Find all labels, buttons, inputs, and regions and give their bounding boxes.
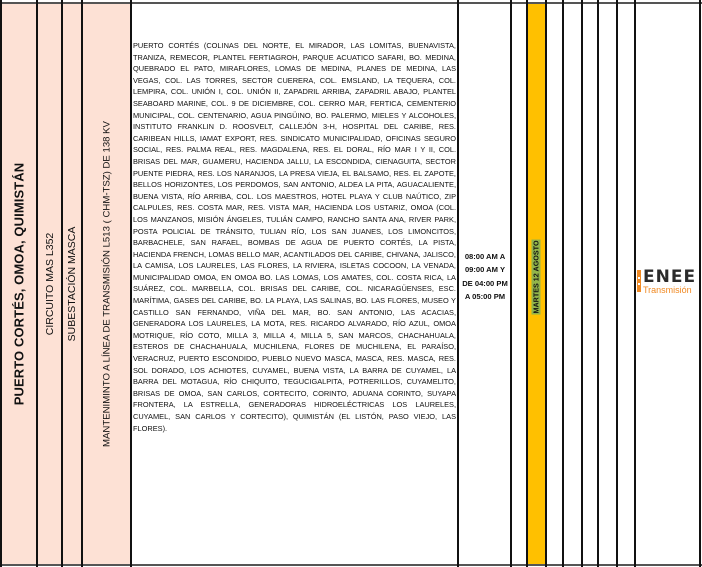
affected-areas-text: PUERTO CORTÉS (COLINAS DEL NORTE, EL MIRADOR, LAS LOMITAS, BUENAVISTA, TRANIZA, REMECOR, PLANTEL FERTIAGROH, PARQUE ACUATICO SAFARI, BO. MEDINA, QUEBRADO EL PATO, MIRAFLORES, LOMAS DE MEDINA, PLANES DE MEDINA, LAS VEGAS, COL. LAS TORRES, SECTOR CUERERA, COL. EMSLAND, LA TEQUERA, COL. LEMPIRA, COL. UNIÓN I, COL. UNIÓN II, ZAPADRIL ARRIBA, ZAPADRIL ABAJO, PLANTEL SEABOARD MARINE, COL. 9 DE DICIEMBRE, COL. CERRO MAR, FERTICA, CEMENTERIO MUNICIPAL, COL. CENTENARIO, AGUA PINGÜINO, BO. PALERMO, MIELES Y ALCOHOLES, INSTITUTO FRANKLIN D. ROOSVELT, CALLEJÓN 3-H, HOSPITAL DEL CARIBE, RES. CARIBEAN HILLS, IAMAT EXPORT, RES. SINDICATO MUNICIPALIDAD, OFICINAS SEGURO SOCIAL, RES. PALMA REAL, RES. MAGDALENA, RES. EL DORAL, RÍO MAR I Y II, COL. BRISAS DEL MAR, GUAMERU, HACIENDA JALLU, LA ESCONDIDA, CIENAGUITA, SECTOR PUENTE PIEDRA, RES. LOS NARANJOS, LA PRESA VIEJA, EL BALSAMO, RES. EL ZAPOTE, BELLOS HORIZONTES, LOS PERDOMOS, SAN ANTONIO, ALDEA LA PITA, AGUACALIENTE, BUENA VISTA, RÍO ARRIBA, COL. LOS MAESTROS, HOTEL PLAYA Y CLUB NAÚTICO, ZIP CALPULES, RES. COSTA MAR, RES. VISTA MAR, HACIENDA LOS USTARIZ, OMOA (COL. LOS MANZANOS, MISIÓN ÁNGELES, TULIÁN CAMPO, RANCHO SANTA ANA, RIVER PARK, POSTA POLICIAL DE TRÁNSITO, TULIAN RÍO, LOS SAN JUANES, LOS LIMONCITOS, BARBACHELE, SAN RAFAEL, BOMBAS DE AGUA DE PUERTO CORTÉS, LA PISTA, HACIENDA FRENCH, LOMAS BELLO MAR, ACANTILADOS DEL CARIBE, CHIVANA, JALISCO, LA CAMISA, LOS LAURELES, LAS FLORES, LA RIVIERA, ISLETAS COCOON, LA VENADA, MUNICIPALIDAD OMOA, EN OMOA BO. LAS LOMAS, LOS AMATES, COL. COSTA RICA, LA SUÁREZ, COL. MARBELLA, COL. BRISAS DEL CARIBE, COL. NICARAGÜENSES, ESC. MARÍTIMA, GASES DEL CARIBE, BO. LA PLAYA, LAS SALINAS, BO. LAS FLORES, MUSEO Y CASTILLO SAN FERNANDO, VIÑA DEL MAR, BO. SAN ANTONIO, LAS ACACIAS, GENERADORA LOS LAURELES, LA MOTA, RES. RICARDO ALVARADO, RÍO AZUL, OMOA MOTRIQUE, RÍO COTO, MILLA 3, MILLA 4, MILLA 5, SAN MARCOS, CHACHAHUALA, ESTEROS DE CHACHAHUALA, MUCHILENA, FLORES DE MUCHILENA, EL PARAÍSO, VERACRUZ, PUERTO ESCONDIDO, PUEBLO NUEVO MASCA, MASCA, RES. MASCA, RES. SOL DORADO, LOS ACHIOTES, CUYAMEL, BUENA VISTA, LA BARRA DE CUYAMEL, LA BARRA DEL MOTAGUA, RÍO CHIQUITO, TEGUCIGALPITA, POTRERILLOS, CUYAMELITO, BRISAS DE OMOA, SAN CARLOS, CORTECITO, CORINTO, ADUANA CORINTO, SUYAPA FRONTERA, LA ESTRELLA, GENERADORAS HIDROELÉCTRICAS LOS LAURELES, CUYAMEL, SAN CARLOS Y CORTECITO), QUIMISTÁN (EL LISTÓN, PASO VIEJO, LAS FLORES).: [133, 41, 456, 433]
work-description-text: MANTENIMINTO A LÍNEA DE TRANSMISIÓN L513 ( CHM-TSZ) DE 138 KV: [101, 121, 112, 447]
grid-line: [634, 0, 636, 567]
grid-line: [597, 0, 599, 567]
substation-cell: [62, 3, 82, 565]
date-text: MARTES 12 AGOSTO: [531, 240, 541, 314]
grid-line: [0, 0, 2, 567]
grid-line: [526, 0, 528, 567]
grid-line: [510, 0, 512, 567]
grid-line: [81, 0, 83, 567]
region-text: PUERTO CORTÉS, OMOA, QUIMISTÁN: [11, 162, 27, 406]
grid-line: [36, 0, 38, 567]
enee-logo: [636, 266, 702, 296]
grid-line: [130, 0, 132, 567]
logo-word: ENEE: [643, 267, 697, 287]
schedule-text: 08:00 AM A 09:00 AM Y DE 04:00 PM A 05:00 PM: [462, 252, 508, 302]
grid-line: [545, 0, 547, 567]
grid-line: [581, 0, 583, 567]
enee-logo-mark-icon: [637, 270, 641, 292]
substation-text: SUBESTACIÓN MASCA: [66, 226, 78, 342]
grid-line: [562, 0, 564, 567]
region-cell: [1, 3, 37, 565]
work-description-cell: [82, 3, 131, 565]
circuit-cell: [37, 3, 62, 565]
grid-line: [616, 0, 618, 567]
grid-line: [699, 0, 701, 567]
logo-subtitle: Transmisión: [643, 285, 692, 295]
grid-line: [61, 0, 63, 567]
grid-line: [457, 0, 459, 567]
circuit-text: CIRCUITO MAS L352: [43, 232, 56, 336]
